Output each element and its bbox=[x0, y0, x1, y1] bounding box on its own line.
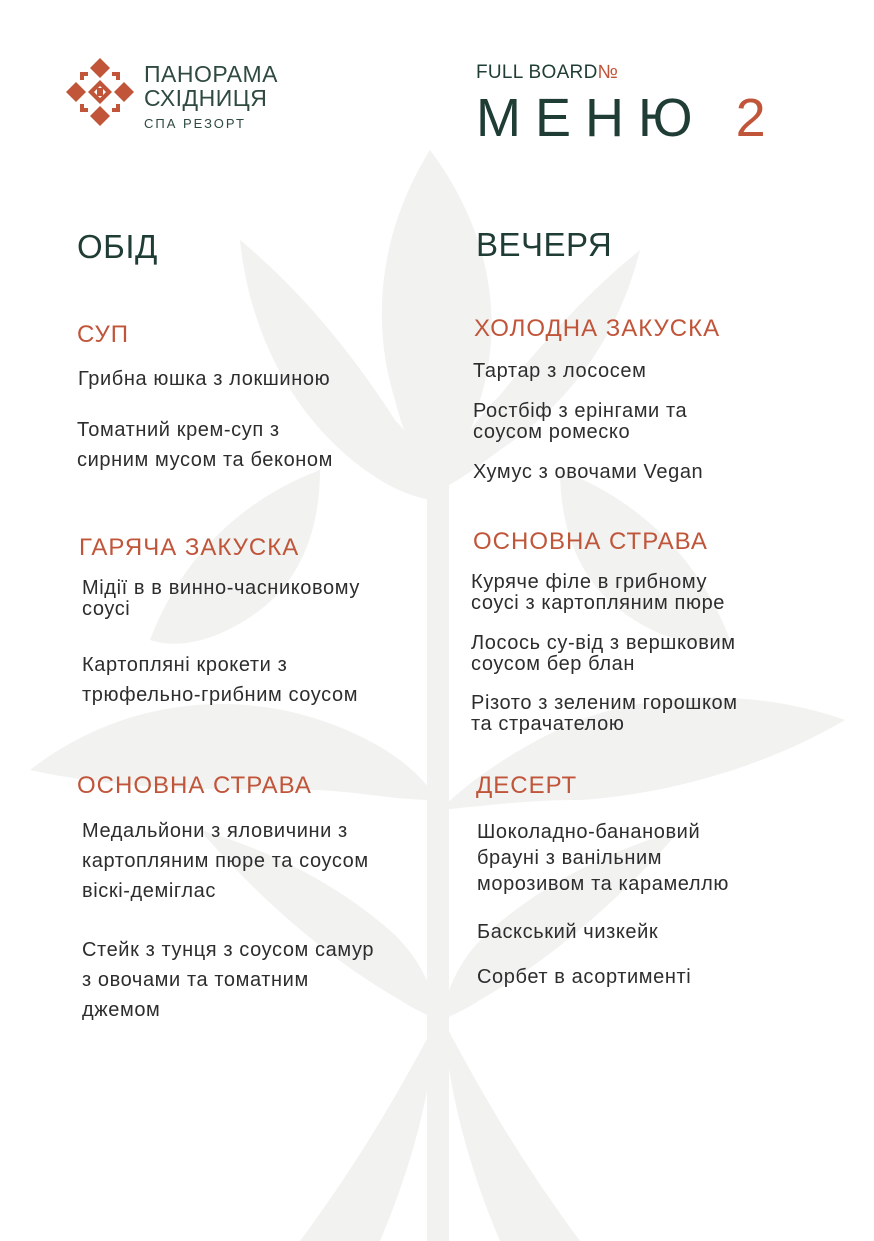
resort-logo bbox=[66, 58, 306, 138]
dish-line: Лосось су-від з вершковим bbox=[471, 632, 736, 654]
dish-line: Баскський чизкейк bbox=[477, 921, 659, 943]
dinner-dish bbox=[473, 361, 646, 382]
lunch-dish bbox=[82, 935, 374, 1025]
dish-line: Ростбіф з ерінгами та bbox=[473, 400, 688, 422]
dish-line: Різото з зеленим горошком bbox=[471, 692, 738, 714]
dinner-dish bbox=[473, 462, 703, 483]
dinner-dish bbox=[471, 633, 736, 675]
dinner-dish bbox=[477, 967, 691, 988]
dinner-heading: ВЕЧЕРЯ bbox=[476, 226, 613, 263]
brand-subtitle: СПА РЕЗОРТ bbox=[144, 116, 246, 131]
dish-line: та страчателою bbox=[471, 713, 625, 735]
dish-line: соусі bbox=[82, 598, 131, 620]
dish-line: морозивом та карамеллю bbox=[477, 873, 729, 895]
dish-line: Медальйони з яловичини з bbox=[82, 820, 348, 842]
dish-line: соусі з картопляним пюре bbox=[471, 592, 726, 614]
number-sign: № bbox=[597, 62, 619, 83]
dish-line: трюфельно-грибним соусом bbox=[82, 684, 359, 706]
lunch-dish bbox=[82, 816, 369, 906]
lunch-section-title: ГАРЯЧА ЗАКУСКА bbox=[79, 534, 300, 561]
menu-number: 2 bbox=[735, 88, 766, 148]
dish-line: Стейк з тунця з соусом самур bbox=[82, 939, 375, 961]
dish-line: Куряче філе в грибному bbox=[471, 571, 708, 593]
dish-line: Томатний крем-суп з bbox=[77, 419, 280, 441]
lunch-dish bbox=[78, 369, 330, 390]
brand-name-line2: СХІДНИЦЯ bbox=[144, 85, 268, 111]
dish-line: Картопляні крокети з bbox=[82, 654, 288, 676]
dish-line: віскі-деміглас bbox=[82, 880, 216, 902]
dish-line: соусом бер блан bbox=[471, 653, 635, 675]
lunch-dish bbox=[82, 650, 358, 710]
dish-line: Мідії в в винно-часниковому bbox=[82, 577, 360, 599]
dish-line: соусом ромеско bbox=[473, 421, 631, 443]
menu-word: МЕНЮ bbox=[476, 88, 707, 148]
ornament-logo-icon bbox=[66, 58, 134, 126]
lunch-section-title: СУП bbox=[77, 321, 130, 348]
dish-line: картопляним пюре та соусом bbox=[82, 850, 369, 872]
full-board-text: FULL BOARD bbox=[476, 62, 598, 83]
dish-line: Шоколадно-банановий bbox=[477, 821, 701, 843]
dinner-section-title: ОСНОВНА СТРАВА bbox=[473, 528, 708, 555]
menu-title bbox=[476, 88, 766, 148]
dinner-dish bbox=[471, 693, 738, 735]
dish-line: Сорбет в асортименті bbox=[477, 966, 692, 988]
lunch-dish bbox=[77, 415, 333, 475]
dinner-section-title: ДЕСЕРТ bbox=[476, 772, 578, 799]
lunch-dish bbox=[82, 578, 360, 620]
dinner-dish bbox=[473, 401, 687, 443]
dish-line: джемом bbox=[82, 999, 161, 1021]
dish-line: сирним мусом та беконом bbox=[77, 449, 334, 471]
dish-line: Грибна юшка з локшиною bbox=[78, 368, 331, 390]
dinner-section-title: ХОЛОДНА ЗАКУСКА bbox=[474, 315, 721, 342]
dish-line: брауні з ванільним bbox=[477, 847, 663, 869]
dinner-dish bbox=[477, 819, 729, 897]
lunch-heading: ОБІД bbox=[77, 228, 158, 265]
dinner-dish bbox=[471, 572, 725, 614]
dinner-dish bbox=[477, 922, 658, 943]
logo-wordmark bbox=[144, 62, 278, 131]
dish-line: Хумус з овочами Vegan bbox=[473, 461, 704, 483]
dish-line: з овочами та томатним bbox=[82, 969, 309, 991]
full-board-label bbox=[476, 62, 618, 84]
brand-name-line1: ПАНОРАМА bbox=[144, 61, 279, 87]
lunch-section-title: ОСНОВНА СТРАВА bbox=[77, 772, 312, 799]
dish-line: Тартар з лососем bbox=[473, 360, 647, 382]
